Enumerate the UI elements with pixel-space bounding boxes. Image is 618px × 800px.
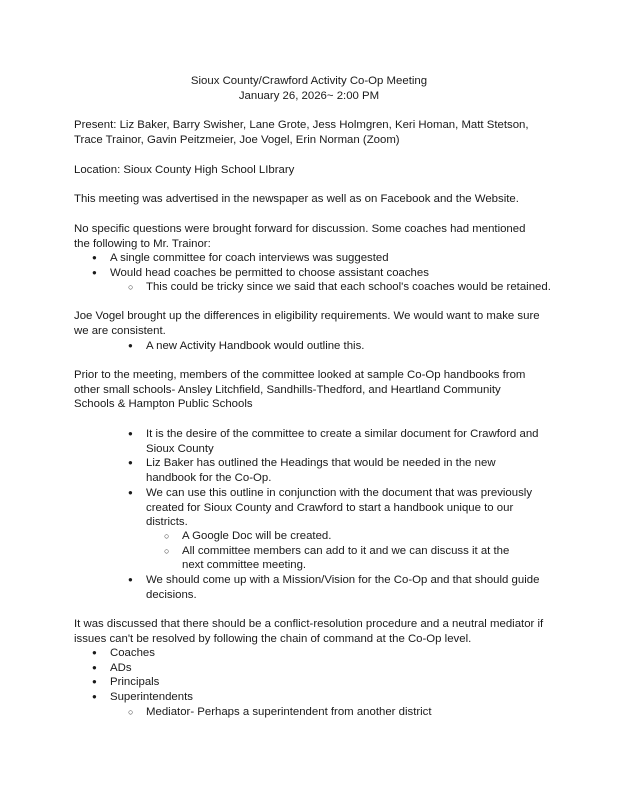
handbook-sublist	[182, 529, 532, 573]
chain-list	[110, 646, 410, 705]
prior-paragraph: Prior to the meeting, members of the committee looked at sample Co-Op handbooks from other small schools- Ansley Litchfield, Sandhills-Thedford, and Heartland Community Schools & Hampton Public Schools	[74, 369, 526, 411]
list-item: ○ A Google Doc will be created.	[182, 529, 532, 544]
list-item: ● A new Activity Handbook would outline this.	[146, 339, 546, 354]
list-item: ○ Mediator- Perhaps a superintendent from another district	[146, 705, 526, 720]
present-paragraph: Present: Liz Baker, Barry Swisher, Lane Grote, Jess Holmgren, Keri Homan, Matt Stetson, Trace Trainor, Gavin Peitzmeier, Joe Vogel, Erin Norman (Zoom)	[74, 119, 529, 146]
questions-paragraph: No specific questions were brought forward for discussion. Some coaches had mentioned the following to Mr. Trainor:	[74, 223, 526, 250]
list-item: ● ADs	[110, 661, 410, 676]
list-item: ● Superintendents	[110, 690, 410, 705]
list-item: ● Liz Baker has outlined the Headings that would be needed in the new handbook for the Co-Op.	[146, 456, 542, 485]
list-item: ○ This could be tricky since we said that each school's coaches would be retained.	[146, 280, 556, 295]
handbook-list-end	[146, 573, 542, 602]
coach-sublist	[146, 280, 556, 295]
location-paragraph: Location: Sioux County High School LIbrary	[74, 164, 295, 176]
list-item: ● A single committee for coach interviews was suggested	[110, 251, 550, 266]
coach-list	[110, 251, 550, 280]
chain-sublist	[146, 705, 526, 720]
list-item: ● Coaches	[110, 646, 410, 661]
list-item: ○ All committee members can add to it and we can discuss it at the next committee meeting.	[182, 544, 532, 573]
list-item: ● We can use this outline in conjunction with the document that was previously created for Sioux County and Crawford to start a handbook unique to our districts.	[146, 486, 542, 530]
vogel-list	[146, 339, 546, 354]
conflict-paragraph: It was discussed that there should be a conflict-resolution procedure and a neutral mediator if issues can't be resolved by following the chain of command at the Co-Op level.	[74, 618, 544, 645]
title-block	[0, 74, 618, 103]
meeting-title: Sioux County/Crawford Activity Co-Op Meeting	[190, 75, 428, 87]
list-item: ● We should come up with a Mission/Vision for the Co-Op and that should guide decisions.	[146, 573, 542, 602]
handbook-list	[146, 427, 542, 530]
list-item: ● Principals	[110, 675, 410, 690]
vogel-paragraph: Joe Vogel brought up the differences in eligibility requirements. We would want to make sure we are consistent.	[74, 310, 540, 337]
meeting-date: January 26, 2026~ 2:00 PM	[238, 89, 380, 102]
list-item: ● It is the desire of the committee to create a similar document for Crawford and Sioux County	[146, 427, 542, 456]
advertised-paragraph: This meeting was advertised in the newspaper as well as on Facebook and the Website.	[74, 193, 519, 205]
list-item: ● Would head coaches be permitted to choose assistant coaches	[110, 266, 550, 281]
